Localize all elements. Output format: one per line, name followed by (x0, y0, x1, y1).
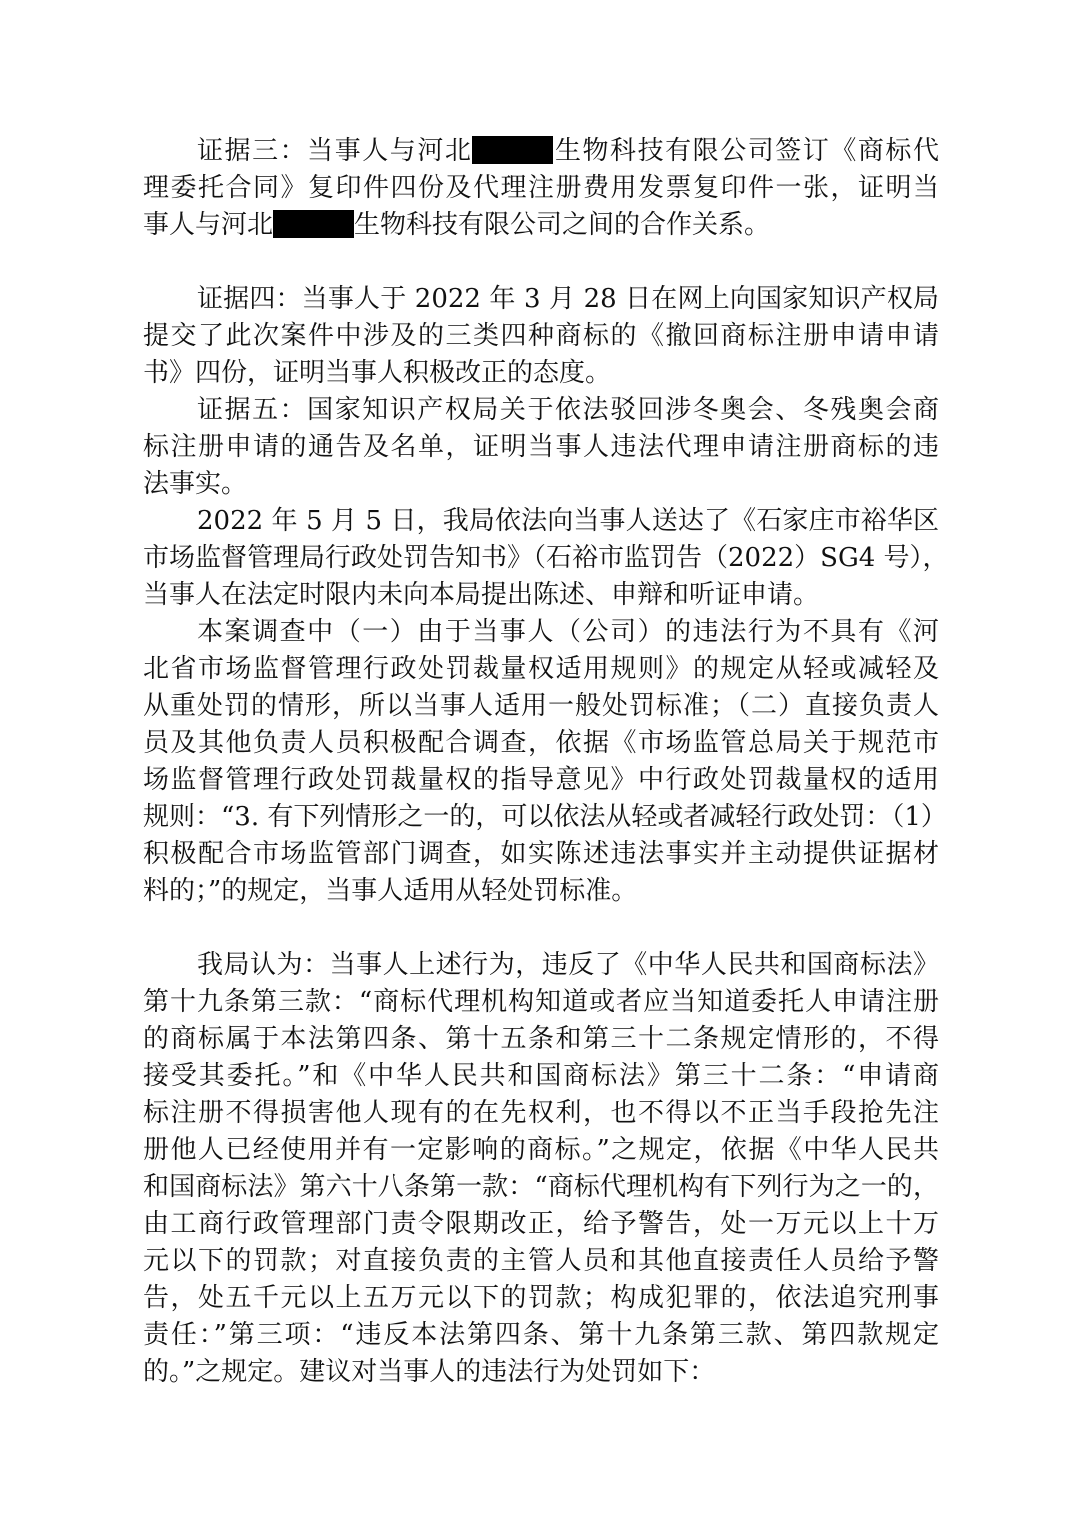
text-segment: 生物科技有限公司签订《商标代 (553, 136, 939, 166)
text-line: 北省市场监督管理行政处罚裁量权适用规则》的规定从轻或减轻及 (143, 654, 939, 684)
text-line (143, 207, 939, 244)
text-line: 规则：“3. 有下列情形之一的，可以依法从轻或者减轻行政处罚：（1） (143, 802, 947, 832)
text-line: 员及其他负责人员积极配合调查，依据《市场监管总局关于规范市 (143, 728, 939, 758)
document-body (143, 133, 949, 1391)
text-line: 积极配合市场监管部门调查，如实陈述违法事实并主动提供证据材 (143, 839, 939, 869)
text-segment: 事人与河北 (143, 210, 274, 240)
text-segment: 理委托合同》复印件四份及代理注册费用发票复印件一张，证明当 (143, 173, 939, 203)
text-line: 接受其委托。”和《中华人民共和国商标法》第三十二条：“申请商 (143, 1061, 939, 1091)
paragraph (143, 503, 949, 614)
redaction-block (472, 136, 553, 164)
text-line: 市场监督管理局行政处罚告知书》（石裕市监罚告（2022）SG4 号）， (143, 543, 949, 573)
text-line: 证据四：当事人于 2022 年 3 月 28 日在网上向国家知识产权局 (197, 284, 939, 314)
paragraph-gap (143, 910, 939, 947)
paragraph (143, 947, 939, 1391)
paragraph (143, 614, 947, 910)
text-line: 场监督管理行政处罚裁量权的指导意见》中行政处罚裁量权的适用 (143, 765, 939, 795)
text-line: 法事实。 (143, 469, 248, 499)
text-line: 的。”之规定。建议对当事人的违法行为处罚如下： (143, 1357, 716, 1387)
text-line: 第十九条第三款：“商标代理机构知道或者应当知道委托人申请注册 (143, 987, 939, 1017)
text-line: 本案调查中（一）由于当事人（公司）的违法行为不具有《河 (197, 617, 939, 647)
text-line (143, 133, 939, 170)
text-line: 由工商行政管理部门责令限期改正，给予警告，处一万元以上十万 (143, 1209, 939, 1239)
text-line: 告，处五千元以上五万元以下的罚款；构成犯罪的，依法追究刑事 (143, 1283, 939, 1313)
text-line: 当事人在法定时限内未向本局提出陈述、申辩和听证申请。 (143, 580, 820, 610)
text-line: 2022 年 5 月 5 日，我局依法向当事人送达了《石家庄市裕华区 (197, 506, 939, 536)
paragraph (143, 133, 939, 244)
text-line: 标注册申请的通告及名单，证明当事人违法代理申请注册商标的违 (143, 432, 939, 462)
text-segment: 生物科技有限公司之间的合作关系。 (354, 210, 771, 240)
paragraph (143, 392, 939, 503)
text-line: 提交了此次案件中涉及的三类四种商标的《撤回商标注册申请申请 (143, 321, 939, 351)
text-line: 料的；”的规定，当事人适用从轻处罚标准。 (143, 876, 638, 906)
text-line (143, 170, 939, 207)
text-line: 责任：”第三项：“违反本法第四条、第十九条第三款、第四款规定 (143, 1320, 939, 1350)
redaction-block (273, 210, 354, 238)
text-line: 证据五：国家知识产权局关于依法驳回涉冬奥会、冬残奥会商 (197, 395, 939, 425)
text-line: 和国商标法》第六十八条第一款：“商标代理机构有下列行为之一的， (143, 1172, 939, 1202)
text-line: 册他人已经使用并有一定影响的商标。”之规定，依据《中华人民共 (143, 1135, 939, 1165)
text-segment: 证据三：当事人与河北 (197, 136, 473, 166)
text-line: 书》四份，证明当事人积极改正的态度。 (143, 358, 612, 388)
text-line: 的商标属于本法第四条、第十五条和第三十二条规定情形的，不得 (143, 1024, 939, 1054)
paragraph (143, 281, 939, 392)
paragraph-gap (143, 244, 939, 281)
text-line: 从重处罚的情形，所以当事人适用一般处罚标准；（二）直接负责人 (143, 691, 939, 721)
text-line: 元以下的罚款；对直接负责的主管人员和其他直接责任人员给予警 (143, 1246, 939, 1276)
text-line: 标注册不得损害他人现有的在先权利，也不得以不正当手段抢先注 (143, 1098, 939, 1128)
text-line: 我局认为：当事人上述行为，违反了《中华人民共和国商标法》 (197, 950, 939, 980)
